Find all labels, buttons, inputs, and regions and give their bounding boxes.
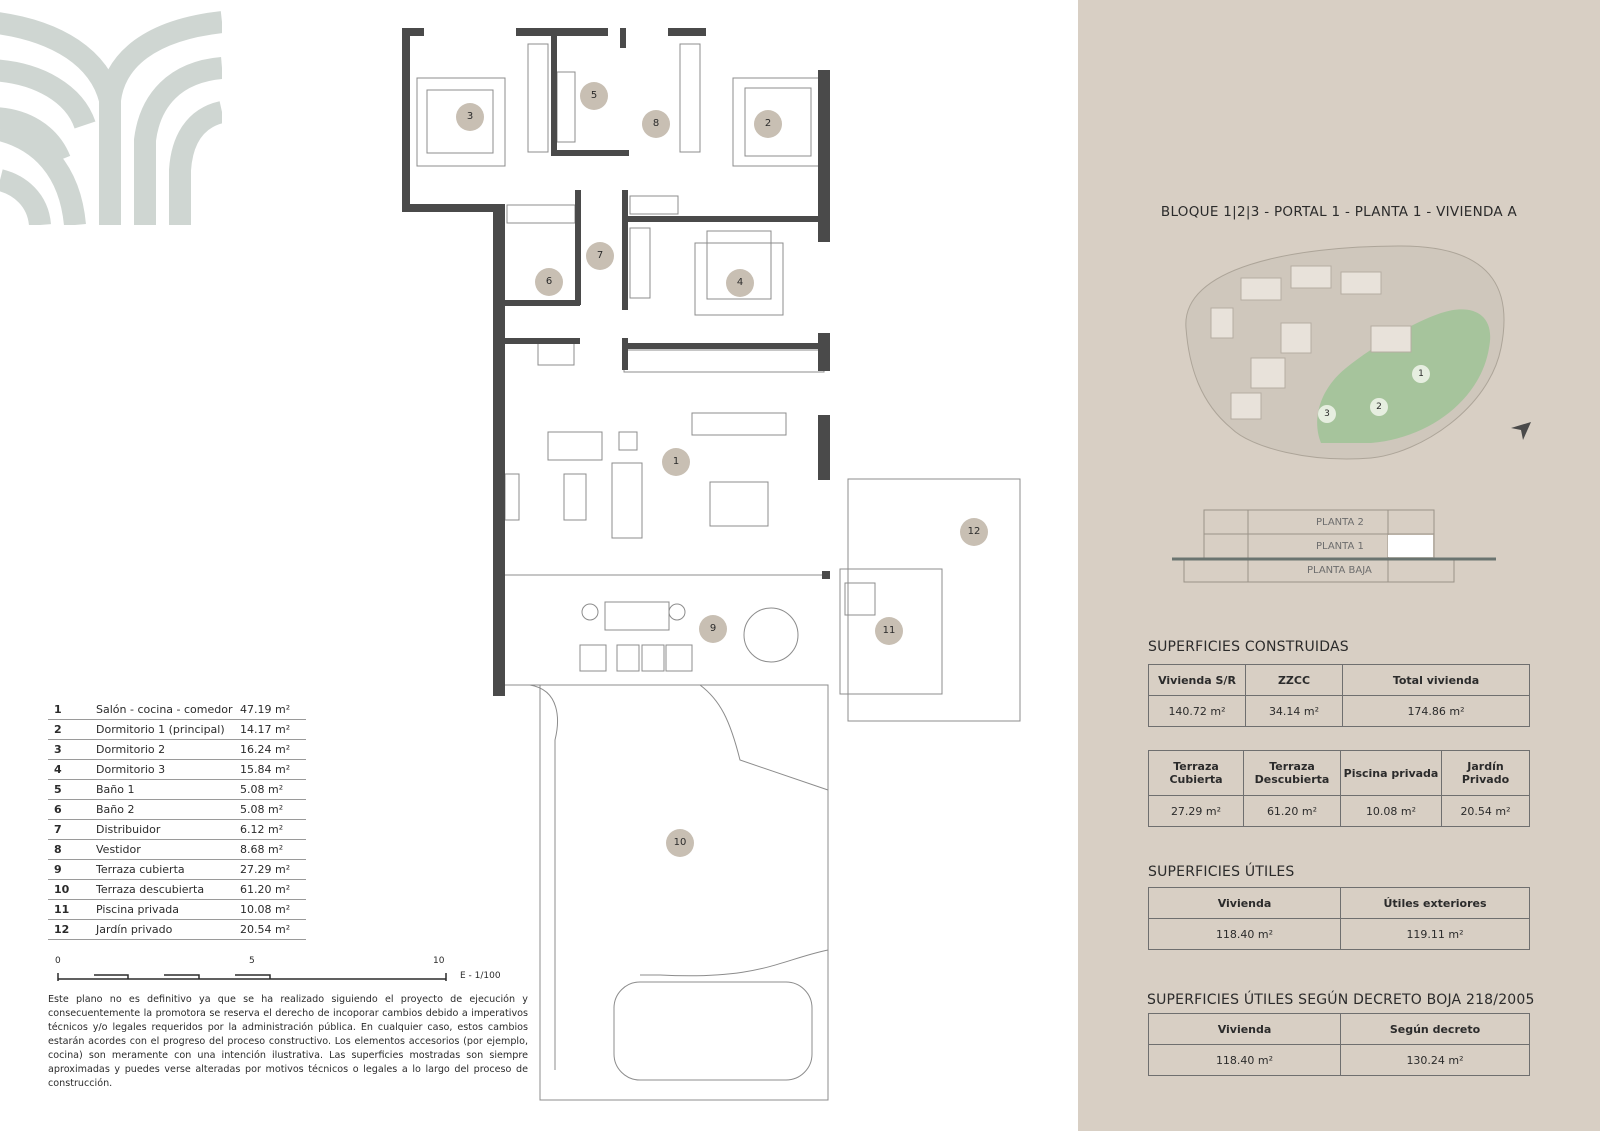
legend-room-number: 9 xyxy=(48,860,96,880)
legend-room-name: Jardín privado xyxy=(96,920,240,940)
room-marker-4: 4 xyxy=(726,269,754,297)
site-map xyxy=(1171,238,1571,473)
legend-room-name: Piscina privada xyxy=(96,900,240,920)
room-marker-6: 6 xyxy=(535,268,563,296)
legend-room-area: 16.24 m² xyxy=(240,740,306,760)
legend-row xyxy=(48,720,306,740)
decree-areas-table xyxy=(1148,1013,1530,1076)
val-util-vivienda: 118.40 m² xyxy=(1149,919,1341,950)
room-marker-1: 1 xyxy=(662,448,690,476)
room-marker-5: 5 xyxy=(580,82,608,110)
floor-plan xyxy=(395,22,1035,1107)
legend-room-name: Dormitorio 1 (principal) xyxy=(96,720,240,740)
val-terraza-descubierta: 61.20 m² xyxy=(1244,796,1341,827)
val-decreto-vivienda: 118.40 m² xyxy=(1149,1045,1341,1076)
room-marker-2: 2 xyxy=(754,110,782,138)
disclaimer-text: Este plano no es definitivo ya que se ha realizado siguiendo el proyecto de ejecución y consecuentemente la promotora se reserva el derecho de incoporar cambios debido a imperativos técnicos y/o legales requeridos por la administración pública. En cualquier caso, estos cambios estarán acordes con el progreso del proceso constructivo. Los elementos accesorios (por ejemplo, cocina) son meramente con una intención ilustrativa. Las superficies mostradas son siempre aproximadas y puedes verse alteradas por motivos técnicos o legales a lo largo del proceso de construcción. xyxy=(48,994,528,1089)
legend-room-name: Terraza cubierta xyxy=(96,860,240,880)
legend-row xyxy=(48,860,306,880)
val-total-vivienda: 174.86 m² xyxy=(1343,696,1530,727)
val-zzcc: 34.14 m² xyxy=(1246,696,1343,727)
scale-bar xyxy=(56,967,448,985)
legend-row xyxy=(48,800,306,820)
hdr-zzcc: ZZCC xyxy=(1246,665,1343,696)
legend-room-area: 5.08 m² xyxy=(240,800,306,820)
legend-room-number: 11 xyxy=(48,900,96,920)
legend-row xyxy=(48,900,306,920)
legend-room-number: 7 xyxy=(48,820,96,840)
built-areas-title: SUPERFICIES CONSTRUIDAS xyxy=(1148,639,1349,655)
scale-tick-10: 10 xyxy=(433,956,445,966)
hdr-terraza-descubierta: Terraza Descubierta xyxy=(1244,751,1341,796)
usable-areas-table xyxy=(1148,887,1530,950)
room-marker-10: 10 xyxy=(666,829,694,857)
legend-row xyxy=(48,740,306,760)
exterior-areas-table xyxy=(1148,750,1530,827)
hdr-util-vivienda: Vivienda xyxy=(1149,888,1341,919)
unit-title: BLOQUE 1|2|3 - PORTAL 1 - PLANTA 1 - VIVIENDA A xyxy=(1160,204,1518,220)
legend-room-number: 3 xyxy=(48,740,96,760)
room-marker-9: 9 xyxy=(699,615,727,643)
legend-room-area: 6.12 m² xyxy=(240,820,306,840)
legend-room-area: 20.54 m² xyxy=(240,920,306,940)
legend-room-number: 12 xyxy=(48,920,96,940)
val-segun-decreto: 130.24 m² xyxy=(1341,1045,1530,1076)
legend-room-name: Dormitorio 2 xyxy=(96,740,240,760)
room-marker-12: 12 xyxy=(960,518,988,546)
room-marker-11: 11 xyxy=(875,617,903,645)
legend-room-number: 2 xyxy=(48,720,96,740)
room-marker-8: 8 xyxy=(642,110,670,138)
legend-room-name: Baño 1 xyxy=(96,780,240,800)
room-marker-7: 7 xyxy=(586,242,614,270)
site-block-3: 3 xyxy=(1318,405,1336,423)
scale-tick-0: 0 xyxy=(55,956,61,966)
scale-ratio: E - 1/100 xyxy=(460,971,501,981)
site-block-1: 1 xyxy=(1412,365,1430,383)
legend-room-number: 8 xyxy=(48,840,96,860)
legend-row xyxy=(48,780,306,800)
decree-areas-title: SUPERFICIES ÚTILES SEGÚN DECRETO BOJA 218/2005 xyxy=(1147,992,1535,1008)
site-block-2: 2 xyxy=(1370,398,1388,416)
legend-room-number: 6 xyxy=(48,800,96,820)
hdr-piscina-privada: Piscina privada xyxy=(1341,751,1442,796)
legend-room-area: 8.68 m² xyxy=(240,840,306,860)
legend-room-area: 27.29 m² xyxy=(240,860,306,880)
legend-room-number: 1 xyxy=(48,700,96,720)
hdr-vivienda-sr: Vivienda S/R xyxy=(1149,665,1246,696)
legend-room-number: 5 xyxy=(48,780,96,800)
hdr-segun-decreto: Según decreto xyxy=(1341,1014,1530,1045)
info-panel xyxy=(1078,0,1600,1131)
legend-room-name: Distribuidor xyxy=(96,820,240,840)
room-marker-3: 3 xyxy=(456,103,484,131)
legend-row xyxy=(48,820,306,840)
legend-room-area: 5.08 m² xyxy=(240,780,306,800)
built-areas-table xyxy=(1148,664,1530,727)
legend-room-area: 61.20 m² xyxy=(240,880,306,900)
hdr-util-exteriores: Útiles exteriores xyxy=(1341,888,1530,919)
floor-label-1: PLANTA 1 xyxy=(1316,541,1364,552)
hdr-total-vivienda: Total vivienda xyxy=(1343,665,1530,696)
legend-room-area: 47.19 m² xyxy=(240,700,306,720)
legend-row xyxy=(48,920,306,940)
usable-areas-title: SUPERFICIES ÚTILES xyxy=(1148,864,1295,880)
floor-label-ground: PLANTA BAJA xyxy=(1307,565,1372,576)
hdr-terraza-cubierta: Terraza Cubierta xyxy=(1149,751,1244,796)
legend-row xyxy=(48,880,306,900)
legend-room-name: Salón - cocina - comedor xyxy=(96,700,240,720)
rooms-legend xyxy=(48,700,306,940)
val-piscina-privada: 10.08 m² xyxy=(1341,796,1442,827)
legend-room-name: Terraza descubierta xyxy=(96,880,240,900)
scale-tick-5: 5 xyxy=(249,956,255,966)
plan-outlines xyxy=(417,44,1020,1100)
legend-room-area: 14.17 m² xyxy=(240,720,306,740)
val-terraza-cubierta: 27.29 m² xyxy=(1149,796,1244,827)
val-util-exteriores: 119.11 m² xyxy=(1341,919,1530,950)
legend-row xyxy=(48,700,306,720)
legend-row xyxy=(48,760,306,780)
legend-room-number: 4 xyxy=(48,760,96,780)
legend-room-number: 10 xyxy=(48,880,96,900)
legend-room-name: Vestidor xyxy=(96,840,240,860)
legend-room-area: 15.84 m² xyxy=(240,760,306,780)
hdr-jardin-privado: Jardín Privado xyxy=(1442,751,1530,796)
val-vivienda-sr: 140.72 m² xyxy=(1149,696,1246,727)
legend-room-name: Dormitorio 3 xyxy=(96,760,240,780)
floor-label-2: PLANTA 2 xyxy=(1316,517,1364,528)
brand-logo xyxy=(0,0,222,225)
legend-room-area: 10.08 m² xyxy=(240,900,306,920)
legend-row xyxy=(48,840,306,860)
hdr-decreto-vivienda: Vivienda xyxy=(1149,1014,1341,1045)
legend-room-name: Baño 2 xyxy=(96,800,240,820)
val-jardin-privado: 20.54 m² xyxy=(1442,796,1530,827)
